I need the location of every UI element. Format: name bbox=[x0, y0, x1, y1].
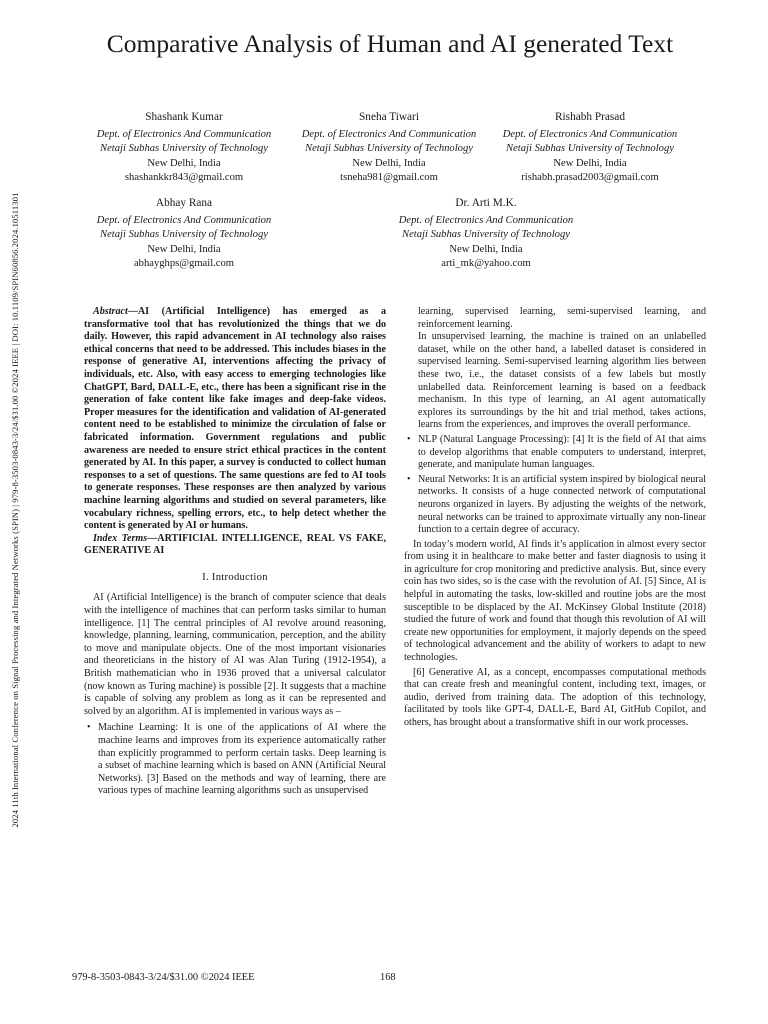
body-paragraph: [6] Generative AI, as a concept, encompasses computational methods that can create fresh and meaningful content, including text, images, or audio, derived from training data. The adoption of this technology, facilitated by tools like GPT-4, DALL-E, Bard AI, GitHub Copilot, and others, has brought about a transformative shift in our work processes. bbox=[404, 666, 706, 728]
abstract-text: —AI (Artificial Intelligence) has emerged as a transformative tool that has revolutionized the things that we do daily. However, this rapid advancement in AI technology also raises ethical concerns that need to be addressed. This includes biases in the response of generative AI, interventions affecting the privacy of individuals, etc. Also, with easy access to emerging technologies like ChatGPT, Bard, DALL-E, etc., there has been a significant rise in the generation of fake content like fake images and deep-fake videos. Proper measures for the identification and validation of AI-generated content need to be established to minimize the circulation of false or fabricated information. Government regulations and public awareness are needed to ensure strict ethical practices in the content generated by AI. In this paper, a survey is conducted to collect human responses to a set of questions. The same questions are fed to AI tools to generate responses. These responses are then analyzed by various machine learning algorithms and studied on several parameters, like vocabulary richness, spelling errors, etc., to help detect whether the content is generated by AI or humans. bbox=[84, 306, 386, 532]
author-dept: Dept. of Electronics And Communication bbox=[96, 214, 272, 226]
author-city: New Delhi, India bbox=[352, 157, 426, 169]
author-city: New Delhi, India bbox=[147, 157, 221, 169]
author-city: New Delhi, India bbox=[553, 157, 627, 169]
footer-isbn: 979-8-3503-0843-3/24/$31.00 ©2024 IEEE bbox=[72, 972, 255, 983]
author-university: Netaji Subhas University of Technology bbox=[100, 143, 268, 155]
author-university: Netaji Subhas University of Technology bbox=[506, 143, 674, 155]
body-paragraph: In today’s modern world, AI finds it’s application in almost every sector from using it in healthcare to make better and faster diagnosis to using it in agriculture for crop monitoring and predictive analysis. But, since every coin has two sides, so is the case with the revolution of AI. [5] Since, AI is helpful in automating the tasks, low-skilled and routine jobs are the most susceptible to be displaced by the AI. McKinsey Global Institute (2018) studied the future of work and found that though this revolution of AI will create new opportunities for employment, it majorly depends on the speed of technological advancement and the ability of workers to adapt to new technologies. bbox=[404, 538, 706, 664]
author-block bbox=[289, 110, 489, 186]
abstract bbox=[84, 306, 386, 533]
author-university: Netaji Subhas University of Technology bbox=[402, 229, 570, 241]
list-item-nlp: • NLP (Natural Language Processing): [4] It is the field of AI that aims to develop algorithms that enable computers to understand, interpret, generate, and manipulate human languages. bbox=[404, 434, 706, 472]
author-email: rishabh.prasad2003@gmail.com bbox=[521, 172, 659, 184]
index-terms bbox=[84, 533, 386, 558]
bullet-list bbox=[404, 434, 706, 537]
ml-continuation: learning, supervised learning, semi-supervised learning, and reinforcement learning. bbox=[418, 306, 706, 330]
doi-sidebar-text: 2024 11th International Conference on Signal Processing and Integrated Networks (SPIN) | 979-8-3503-0843-3/24/$31.00 ©2024 IEEE | DOI: 10.1109/SPIN60856.2024.10511301 bbox=[10, 192, 20, 828]
page-number: 168 bbox=[380, 972, 396, 983]
author-university: Netaji Subhas University of Technology bbox=[305, 143, 473, 155]
author-dept: Dept. of Electronics And Communication bbox=[502, 128, 678, 140]
author-block bbox=[490, 110, 690, 186]
list-item-neural-networks: • Neural Networks: It is an artificial system inspired by biological neural networks. It consists of a huge connected network of computational neurons organized in layers. By adjusting the weights of the network, neural networks can be trained to approximate virtually any non-linear function to a certain degree of accuracy. bbox=[404, 474, 706, 537]
author-dept: Dept. of Electronics And Communication bbox=[96, 128, 272, 140]
author-block bbox=[84, 196, 284, 272]
author-name: Sneha Tiwari bbox=[359, 111, 419, 123]
author-email: tsneha981@gmail.com bbox=[340, 172, 438, 184]
author-block bbox=[386, 196, 586, 272]
right-column bbox=[404, 306, 706, 730]
author-city: New Delhi, India bbox=[449, 243, 523, 255]
author-email: arti_mk@yahoo.com bbox=[441, 258, 531, 270]
author-name: Abhay Rana bbox=[155, 197, 213, 209]
author-email: shashankkr843@gmail.com bbox=[124, 172, 244, 184]
author-dept: Dept. of Electronics And Communication bbox=[398, 214, 574, 226]
index-terms-text: —ARTIFICIAL INTELLIGENCE, REAL VS FAKE, GENERATIVE AI bbox=[84, 532, 386, 557]
author-name: Rishabh Prasad bbox=[555, 111, 625, 123]
section-heading: I. Introduction bbox=[202, 571, 268, 583]
list-item-machine-learning: • Machine Learning: It is one of the applications of AI where the machine learns and improves from its experience automatically rather than explicitly programmed to perform certain tasks. Deep learning is a subset of machine learning which is based on ANN (Artificial Neural Networks). [3] Based on the methods and way of learning, there are various types of machine learning algorithms such as unsupervised bbox=[84, 722, 386, 798]
left-column bbox=[84, 306, 386, 798]
author-dept: Dept. of Electronics And Communication bbox=[301, 128, 477, 140]
author-name: Shashank Kumar bbox=[145, 111, 223, 123]
index-terms-label: Index Terms bbox=[93, 532, 148, 544]
abstract-label: Abstract bbox=[93, 306, 128, 317]
author-name: Dr. Arti M.K. bbox=[455, 197, 517, 209]
author-email: abhayghps@gmail.com bbox=[133, 258, 235, 270]
paper-title: Comparative Analysis of Human and AI generated Text bbox=[106, 29, 674, 58]
author-city: New Delhi, India bbox=[147, 243, 221, 255]
bullet-list bbox=[84, 722, 386, 798]
ml-unsupervised-text: In unsupervised learning, the machine is trained on an unlabelled dataset, while on the other hand, a labelled dataset is considered in supervised learning. Semi-supervised learning algorithm lies between these two, i.e., the dataset consists of a few labels but mostly unlabelled data. Reinforcement learning is based on a feedback mechanism. In this type of learning, an AI agent automatically explores its surroundings by the hit and trial method, takes actions, learns from the experiences, and improves the overall performance. bbox=[418, 331, 706, 431]
intro-paragraph: AI (Artificial Intelligence) is the branch of computer science that deals with the intelligence of machines that can perform tasks similar to human intelligence. [1] The central principles of AI revolve around reasoning, knowledge, planning, learning, communication, perception, and the ability to move and manipulate objects. One of the most important visionaries and theoreticians in the history of AI was Alan Turing (1912-1954), a British mathematician who in 1936 proved that a universal calculator (now known as Turing machine) is possible [2]. It suggests that a machine is capable of solving any problem as long as it can be represented and solved by an algorithm. AI is implemented in various ways as – bbox=[84, 592, 386, 717]
doi-sidebar bbox=[8, 132, 22, 888]
author-university: Netaji Subhas University of Technology bbox=[100, 229, 268, 241]
author-block bbox=[84, 110, 284, 186]
